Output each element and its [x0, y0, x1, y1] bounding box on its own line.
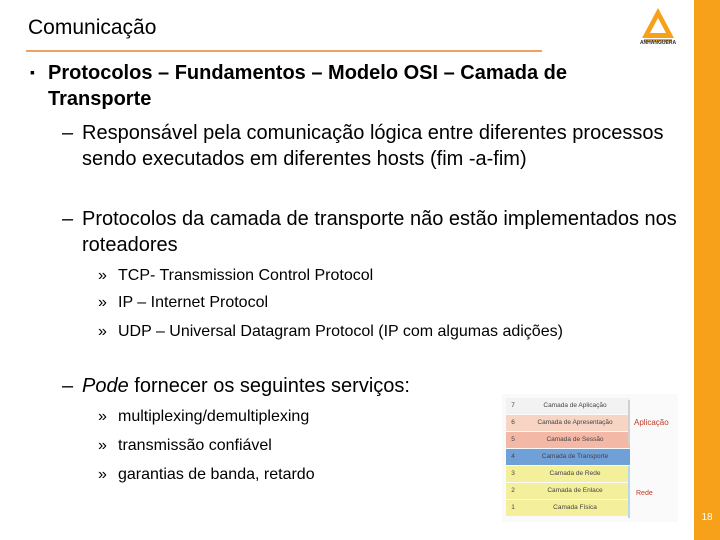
page-number: 18	[701, 512, 713, 523]
slide-title: Comunicação	[28, 16, 157, 39]
osi-layer-transport: 4 Camada de Transporte	[506, 449, 630, 465]
sub-bullet-2: – Protocolos da camada de transporte não estão implementados nos roteadores	[62, 208, 677, 256]
osi-label-application: Aplicação	[634, 418, 669, 427]
osi-layer: 7 Camada de Aplicação	[506, 398, 630, 414]
osi-model-diagram	[502, 394, 678, 522]
sub-bullet-3: – Pode fornecer os seguintes serviços:	[62, 375, 410, 397]
sub-bullet-1: – Responsável pela comunicação lógica entre diferentes processos sendo executados em diferentes hosts (fim -a-fim)	[62, 122, 664, 170]
title-underline	[26, 50, 542, 52]
square-bullet-icon: ▪	[30, 64, 35, 80]
osi-layer: 3 Camada de Rede	[506, 466, 630, 482]
osi-layer: 1 Camada Física	[506, 500, 630, 516]
osi-label-network: Rede	[636, 490, 653, 497]
logo-text: ANHANGUERA	[639, 40, 677, 46]
osi-layer: 5 Camada de Sessão	[506, 432, 630, 448]
network-bracket	[628, 466, 630, 518]
main-bullet: Protocolos – Fundamentos – Modelo OSI – Camada de Transporte	[48, 62, 567, 110]
application-bracket	[628, 400, 630, 444]
accent-sidebar	[694, 0, 720, 540]
osi-layer: 2 Camada de Enlace	[506, 483, 630, 499]
osi-layer: 6 Camada de Apresentação	[506, 415, 630, 431]
